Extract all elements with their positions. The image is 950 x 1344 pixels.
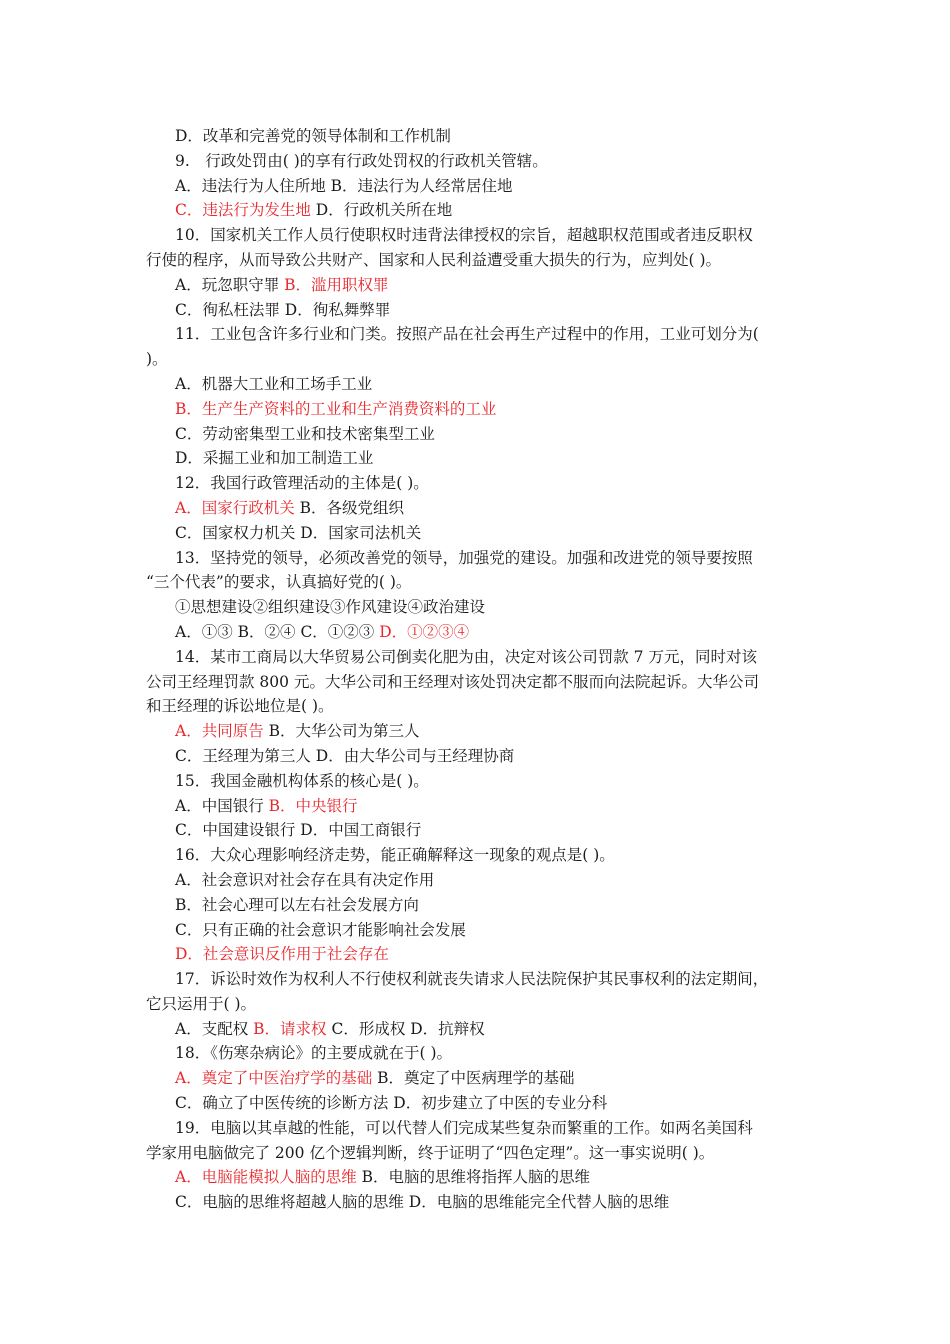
text-line: [146, 496, 814, 521]
answer-highlight: B．中央银行: [268, 796, 358, 815]
text-line: [146, 1066, 814, 1091]
text-segment: ①思想建设②组织建设③作风建设④政治建设: [175, 598, 486, 617]
text-segment: 19．电脑以其卓越的性能，可以代替人们完成某些复杂而繁重的工作。如两名美国科: [175, 1118, 753, 1137]
text-line: [146, 1190, 814, 1215]
answer-highlight: D．社会意识反作用于社会存在: [175, 945, 389, 964]
text-line: [146, 1041, 814, 1066]
text-segment: 9. 行政处罚由( )的享有行政处罚权的行政机关管辖。: [175, 151, 548, 170]
text-segment: “三个代表”的要求，认真搞好党的( )。: [146, 573, 412, 592]
text-segment: C．徇私枉法罪 D．徇私舞弊罪: [175, 300, 391, 319]
text-segment: D．行政机关所在地: [310, 201, 453, 220]
text-line: [146, 868, 814, 893]
text-line: [146, 124, 814, 149]
text-segment: 10．国家机关工作人员行使职权时违背法律授权的宗旨，超越职权范围或者违反职权: [175, 226, 753, 245]
text-line: [146, 595, 814, 620]
text-segment: 和王经理的诉讼地位是( )。: [146, 697, 334, 716]
text-segment: C．确立了中医传统的诊断方法 D．初步建立了中医的专业分科: [175, 1094, 608, 1113]
text-segment: 18．《伤寒杂病论》的主要成就在于( )。: [175, 1044, 452, 1063]
text-line: [146, 273, 814, 298]
text-line: [146, 174, 814, 199]
text-line: [146, 645, 814, 670]
text-line: [146, 694, 814, 719]
text-line: [146, 1017, 814, 1042]
text-line: [146, 843, 814, 868]
text-line: [146, 967, 814, 992]
text-segment: C．王经理为第三人 D．由大华公司与王经理协商: [175, 746, 515, 765]
text-line: [146, 942, 814, 967]
text-line: [146, 1141, 814, 1166]
text-segment: 17．诉讼时效作为权利人不行使权利就丧失请求人民法院保护其民事权利的法定期间，: [175, 970, 769, 989]
text-line: [146, 446, 814, 471]
text-segment: C．劳动密集型工业和技术密集型工业: [175, 424, 435, 443]
text-segment: 14．某市工商局以大华贸易公司倒卖化肥为由，决定对该公司罚款 7 万元，同时对该: [175, 647, 757, 666]
text-line: [146, 322, 814, 347]
text-segment: 13．坚持党的领导，必须改善党的领导，加强党的建设。加强和改进党的领导要按照: [175, 548, 753, 567]
text-segment: B．社会心理可以左右社会发展方向: [175, 895, 419, 914]
text-line: [146, 223, 814, 248]
text-segment: B．奠定了中医病理学的基础: [372, 1069, 575, 1088]
text-line: [146, 149, 814, 174]
text-line: [146, 546, 814, 571]
text-line: [146, 1165, 814, 1190]
text-segment: D．改革和完善党的领导体制和工作机制: [175, 127, 451, 145]
answer-highlight: A．奠定了中医治疗学的基础: [175, 1069, 373, 1088]
text-segment: C．电脑的思维将超越人脑的思维 D．电脑的思维能完全代替人脑的思维: [175, 1193, 670, 1212]
answer-highlight: B．请求权: [253, 1019, 327, 1038]
text-segment: A．①③ B．②④ C．①②③: [175, 622, 380, 641]
answer-highlight: B．生产生产资料的工业和生产消费资料的工业: [175, 399, 497, 418]
text-line: [146, 670, 814, 695]
answer-highlight: A．国家行政机关: [175, 498, 295, 517]
text-segment: 12．我国行政管理活动的主体是( )。: [175, 474, 429, 493]
text-segment: A．支配权: [175, 1019, 254, 1038]
text-segment: 公司王经理罚款 800 元。大华公司和王经理对该处罚决定都不服而向法院起诉。大华公司: [146, 672, 759, 691]
answer-highlight: A．电脑能模拟人脑的思维: [175, 1168, 357, 1187]
answer-highlight: A．共同原告: [175, 722, 264, 741]
text-line: [146, 372, 814, 397]
text-line: [146, 298, 814, 323]
text-segment: 它只运用于( )。: [146, 994, 257, 1013]
text-segment: A．机器大工业和工场手工业: [175, 374, 373, 393]
text-segment: C．只有正确的社会意识才能影响社会发展: [175, 920, 466, 939]
text-segment: 学家用电脑做完了 200 亿个逻辑判断，终于证明了“四色定理”。这一事实说明( )。: [146, 1143, 715, 1162]
text-line: [146, 1091, 814, 1116]
text-line: [146, 1116, 814, 1141]
text-segment: )。: [146, 350, 168, 369]
text-line: [146, 744, 814, 769]
text-segment: A．中国银行: [175, 796, 269, 815]
text-segment: 行使的程序，从而导致公共财产、国家和人民利益遭受重大损失的行为，应判处( )。: [146, 250, 722, 269]
text-line: [146, 471, 814, 496]
text-line: [146, 818, 814, 843]
text-segment: C．国家权力机关 D．国家司法机关: [175, 523, 422, 542]
text-line: [146, 893, 814, 918]
text-segment: 11．工业包含许多行业和门类。按照产品在社会再生产过程中的作用，工业可划分为(: [175, 325, 759, 344]
text-line: [146, 397, 814, 422]
text-line: [146, 620, 814, 645]
text-segment: A．玩忽职守罪: [175, 275, 285, 294]
text-line: [146, 794, 814, 819]
text-line: [146, 248, 814, 273]
text-line: [146, 198, 814, 223]
document-body: [146, 124, 814, 1215]
text-line: [146, 570, 814, 595]
text-line: [146, 719, 814, 744]
text-segment: C．形成权 D．抗辩权: [326, 1019, 485, 1038]
text-segment: D．采掘工业和加工制造工业: [175, 449, 374, 468]
text-line: [146, 521, 814, 546]
text-segment: B．电脑的思维将指挥人脑的思维: [356, 1168, 591, 1187]
text-segment: A．违法行为人住所地 B．违法行为人经常居住地: [175, 176, 513, 195]
text-line: [146, 347, 814, 372]
text-line: [146, 422, 814, 447]
text-line: [146, 769, 814, 794]
text-line: [146, 918, 814, 943]
answer-highlight: C．违法行为发生地: [175, 201, 311, 220]
text-segment: 15．我国金融机构体系的核心是( )。: [175, 771, 429, 790]
answer-highlight: D．①②③④: [379, 622, 470, 641]
text-segment: B．各级党组织: [294, 498, 405, 517]
text-segment: A．社会意识对社会存在具有决定作用: [175, 870, 435, 889]
text-segment: C．中国建设银行 D．中国工商银行: [175, 821, 422, 840]
text-line: [146, 992, 814, 1017]
text-segment: 16．大众心理影响经济走势，能正确解释这一现象的观点是( )。: [175, 846, 615, 865]
answer-highlight: B．滥用职权罪: [284, 275, 389, 294]
text-segment: B．大华公司为第三人: [263, 722, 420, 741]
